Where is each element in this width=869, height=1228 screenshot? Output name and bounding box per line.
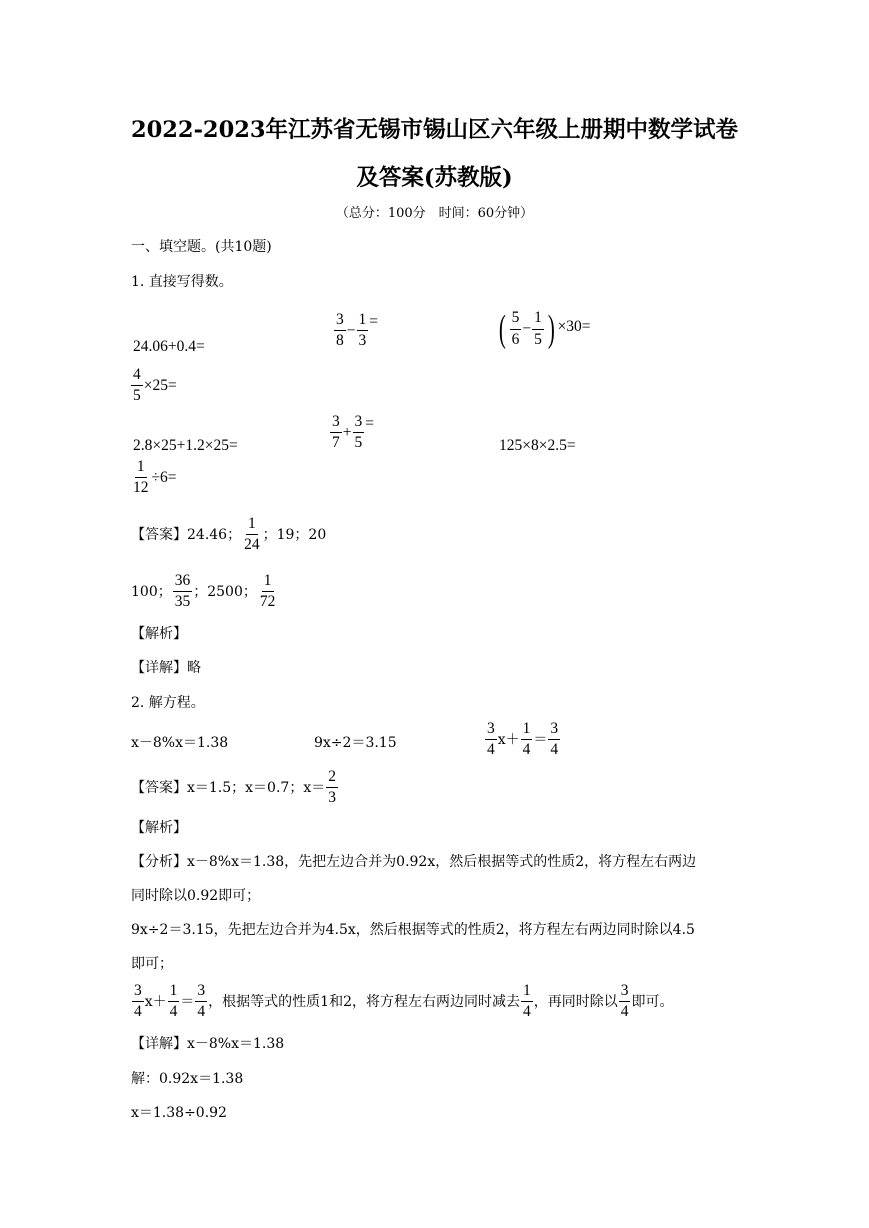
q1-item-a: 24.06+0.4= [133,338,205,355]
q2-detail-line1: 【详解】x－8%x＝1.38 [131,1036,285,1052]
q1-item-f: $\frac{3}{7}$ + $\frac{3}{5}$ = [332,413,374,452]
q1-answer-line1: 【答案】 24.46； $\frac{1}{24}$ ；19；20 [131,515,327,554]
q1-item-g: 125×8×2.5= [499,437,576,454]
q2-analysis-label: 【解析】 [131,820,187,836]
page-title: 2022-2023年江苏省无锡市锡山区六年级上册期中数学试卷 [130,117,739,143]
section-heading: 一、填空题。(共10题) [131,239,272,255]
q2-equation-1: x－8%x＝1.38 [131,735,229,751]
q1-answer-line2: 100； $\frac{36}{35}$ ；2500； $\frac{1}{72}$ [131,572,276,611]
q1-item-b: $\frac{3}{8}$ − $\frac{1}{3}$ = [336,311,378,350]
q1-item-c: ( $\frac{5}{6}$ − $\frac{1}{5}$ ) ×30= [498,308,591,350]
q2-fenxi-line4: 即可； [131,956,173,972]
q1-item-e: 2.8×25+1.2×25= [133,437,238,454]
q2-detail-line2: 解：0.92x＝1.38 [131,1071,244,1087]
subtitle: （总分：100分 时间：60分钟） [335,206,534,221]
q2-fenxi-line2: 同时除以0.92即可； [131,888,261,904]
q2-equation-3: $\frac{3}{4}$ x＋ $\frac{1}{4}$ ＝ $\frac{3}{4}$ [487,720,559,759]
q2-detail-line3: x＝1.38÷0.92 [131,1105,227,1121]
question-2-title: 2. 解方程。 [131,695,205,711]
q1-item-h: $\frac{1}{12}$ ÷6= [133,458,177,497]
q2-equation-2: 9x÷2＝3.15 [314,735,397,751]
q2-fenxi-line5: $\frac{3}{4}$ x＋ $\frac{1}{4}$ ＝ $\frac{3}{4}$ ，根据等式的性质1和2，将方程左右两边同时减去 $\frac{1}{4}$ ，再同时除以 $\frac{3}{4}$ 即可。 [134,982,674,1021]
question-1-title: 1. 直接写得数。 [131,274,233,290]
page-title-line2: 及答案(苏教版) [356,165,513,191]
q2-answer: 【答案】x＝1.5；x＝0.7；x＝ $\frac{2}{3}$ [131,768,336,807]
q1-detail: 【详解】略 [131,660,201,676]
q2-fenxi-line3: 9x÷2＝3.15，先把左边合并为4.5x，然后根据等式的性质2，将方程左右两边同时除以4.5 [131,922,695,938]
q2-fenxi-line1: 【分析】x－8%x＝1.38，先把左边合并为0.92x，然后根据等式的性质2，将方程左右两边 [131,854,697,870]
q1-analysis-label: 【解析】 [131,626,187,642]
q1-item-d: $\frac{4}{5}$ ×25= [133,366,177,405]
